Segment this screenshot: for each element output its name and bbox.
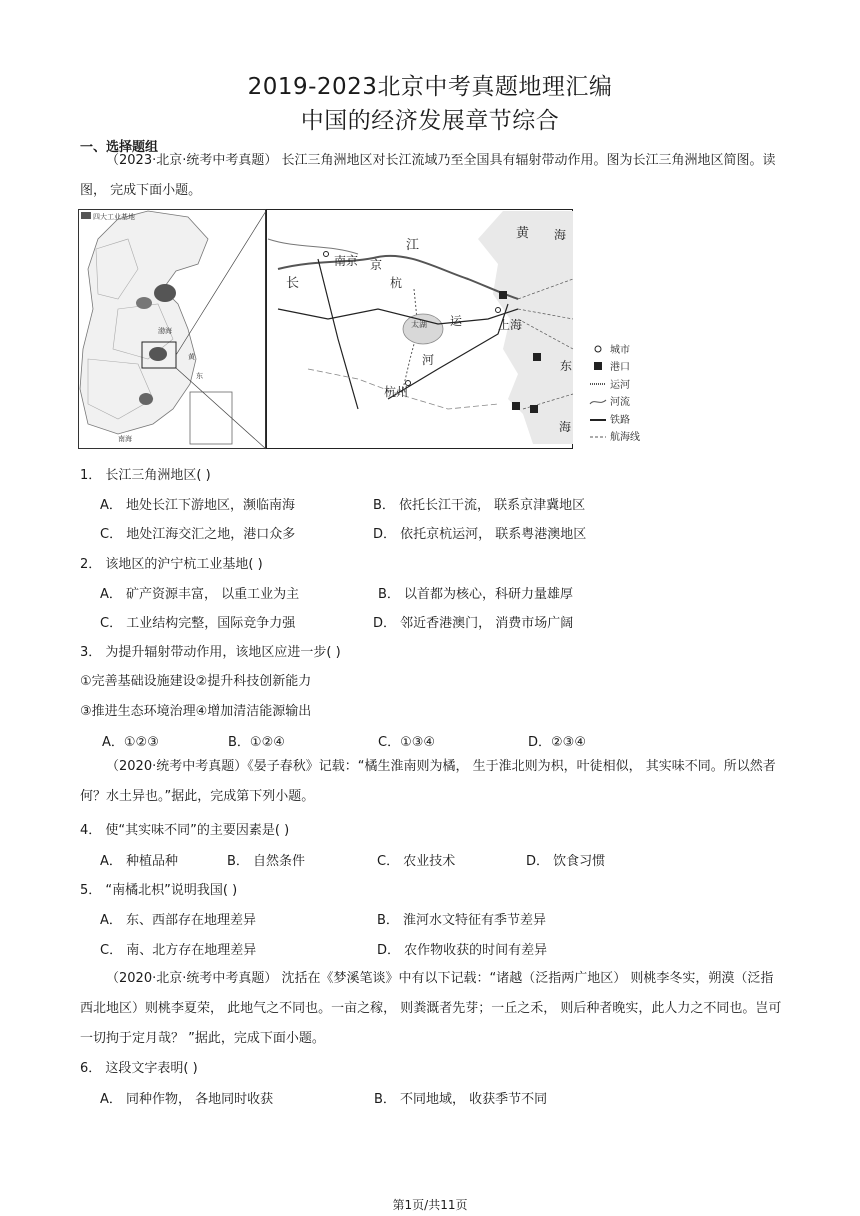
q6-option-b[interactable]: B． 不同地域， 收获季节不同 (374, 1092, 548, 1107)
svg-text:东: 东 (196, 372, 203, 380)
intro-paragraph-3: （2020·北京·统考中考真题） 沈括在《梦溪笔谈》中有以下记载：“诸越（泛指两广地区） 则桃李冬实，朔漠（泛指西北地区）则桃李夏荣， 此地气之不同也。一亩之稼， 则粪溉者先芽；一丘之禾， 则后种者晚实，此人力之不同也。岂可一切拘于定月哉？ ”据此，完成下面小题。 (80, 971, 782, 1046)
inset-legend-label: 四大工业基地 (93, 213, 135, 221)
svg-text:太湖: 太湖 (411, 320, 427, 329)
svg-text:南京: 南京 (334, 254, 359, 268)
svg-text:港口: 港口 (610, 362, 630, 373)
question-5: 5． “南橘北枳”说明我国( ) (80, 883, 238, 898)
q3-option-c[interactable]: C．①③④ (378, 735, 436, 750)
question-1: 1． 长江三角洲地区( ) (80, 468, 211, 483)
page-title: 2019-2023北京中考真题地理汇编 (247, 74, 613, 100)
q4-option-d[interactable]: D． 饮食习惯 (526, 854, 606, 869)
question-3: 3． 为提升辐射带动作用，该地区应进一步( ) (80, 645, 341, 660)
svg-text:江: 江 (406, 238, 420, 253)
q3-option-d[interactable]: D．②③④ (528, 735, 586, 750)
q4-option-a[interactable]: A． 种植品种 (100, 854, 179, 869)
svg-text:京: 京 (370, 258, 383, 272)
svg-text:南海: 南海 (118, 435, 132, 443)
q5-option-b[interactable]: B． 淮河水文特征有季节差异 (377, 913, 547, 928)
q3-option-b[interactable]: B．①②④ (228, 735, 285, 750)
q2-option-b[interactable]: B． 以首都为核心，科研力量雄厚 (378, 587, 574, 602)
svg-text:渤海: 渤海 (158, 327, 172, 335)
svg-text:黄: 黄 (516, 226, 530, 241)
svg-text:航海线: 航海线 (610, 432, 640, 443)
q1-option-d[interactable]: D． 依托京杭运河， 联系粤港澳地区 (373, 527, 587, 542)
svg-text:河: 河 (422, 353, 435, 367)
q1-option-c[interactable]: C． 地处江海交汇之地，港口众多 (100, 527, 296, 542)
inset-map (79, 210, 267, 450)
main-map (267, 210, 574, 449)
svg-text:运: 运 (450, 314, 463, 328)
svg-text:杭: 杭 (390, 276, 403, 290)
svg-text:河流: 河流 (610, 397, 630, 408)
q5-option-a[interactable]: A． 东、西部存在地理差异 (100, 913, 257, 928)
svg-text:城市: 城市 (610, 345, 630, 356)
svg-text:上海: 上海 (498, 318, 523, 332)
q3-statements-1: ①完善基础设施建设②提升科技创新能力 (80, 674, 312, 689)
svg-text:海: 海 (554, 228, 567, 242)
page-footer: 第1页/共11页 (392, 1198, 468, 1212)
question-2: 2． 该地区的沪宁杭工业基地( ) (80, 557, 263, 572)
page-subtitle: 中国的经济发展章节综合 (300, 108, 560, 134)
svg-text:黄: 黄 (188, 353, 195, 361)
svg-text:东: 东 (560, 359, 573, 373)
q3-statements-2: ③推进生态环境治理④增加清洁能源输出 (80, 704, 312, 719)
q5-option-d[interactable]: D． 农作物收获的时间有差异 (377, 943, 548, 958)
q4-option-c[interactable]: C． 农业技术 (377, 854, 456, 869)
svg-text:铁路: 铁路 (610, 415, 630, 426)
map-legend (590, 343, 640, 443)
q6-option-a[interactable]: A． 同种作物， 各地同时收获 (100, 1092, 274, 1107)
intro-paragraph-1: （2023·北京·统考中考真题） 长江三角洲地区对长江流域乃至全国具有辐射带动作用。图为长江三角洲地区简图。读图， 完成下面小题。 (80, 153, 776, 198)
q1-option-a[interactable]: A． 地处长江下游地区，濒临南海 (100, 498, 296, 513)
question-4: 4． 使“其实味不同”的主要因素是( ) (80, 823, 290, 838)
intro-paragraph-2: （2020·统考中考真题）《晏子春秋》记载：“橘生淮南则为橘， 生于淮北则为枳，叶徒相似， 其实味不同。所以然者何？水土异也。”据此，完成第下列小题。 (80, 759, 776, 804)
q2-option-d[interactable]: D． 邻近香港澳门， 消费市场广阔 (373, 616, 574, 631)
q3-option-a[interactable]: A．①②③ (102, 735, 159, 750)
svg-text:杭州: 杭州 (384, 385, 409, 399)
question-6: 6． 这段文字表明( ) (80, 1061, 198, 1076)
section-heading: 一、选择题组 (80, 140, 159, 155)
q1-option-b[interactable]: B． 依托长江干流， 联系京津冀地区 (373, 498, 586, 513)
svg-text:运河: 运河 (610, 380, 630, 391)
q4-option-b[interactable]: B． 自然条件 (227, 854, 306, 869)
q2-option-a[interactable]: A． 矿产资源丰富， 以重工业为主 (100, 587, 300, 602)
map-figure (78, 209, 653, 450)
q5-option-c[interactable]: C． 南、北方存在地理差异 (100, 943, 257, 958)
q2-option-c[interactable]: C． 工业结构完整，国际竞争力强 (100, 616, 296, 631)
svg-text:长: 长 (286, 276, 300, 291)
svg-text:海: 海 (559, 420, 572, 434)
